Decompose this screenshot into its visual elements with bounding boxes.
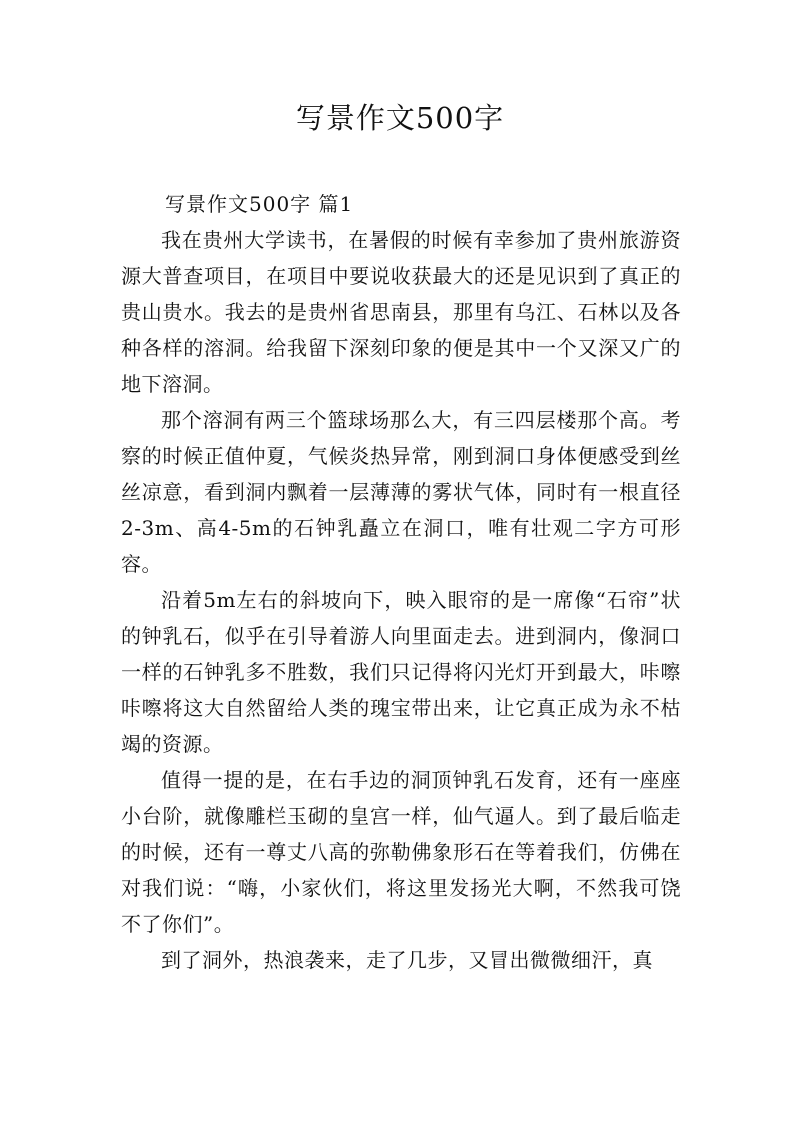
paragraph-2: 那个溶洞有两三个篮球场那么大，有三四层楼那个高。考察的时候正值仲夏，气候炎热异常，刚到洞口身体便感受到丝丝凉意，看到洞内飘着一层薄薄的雾状气体，同时有一根直径2-3m、高4-5m的石钟乳矗立在洞口，唯有壮观二字方可形容。 bbox=[121, 408, 681, 576]
document-body bbox=[121, 186, 681, 978]
paragraph-1: 我在贵州大学读书，在暑假的时候有幸参加了贵州旅游资源大普查项目，在项目中要说收获最大的还是见识到了真正的贵山贵水。我去的是贵州省思南县，那里有乌江、石林以及各种各样的溶洞。给我留下深刻印象的便是其中一个又深又广的地下溶洞。 bbox=[121, 228, 681, 396]
paragraph-5: 到了洞外，热浪袭来，走了几步，又冒出微微细汗，真 bbox=[161, 948, 653, 972]
paragraph-3: 沿着5m左右的斜坡向下，映入眼帘的是一席像“石帘”状的钟乳石，似乎在引导着游人向里面走去。进到洞内，像洞口一样的石钟乳多不胜数，我们只记得将闪光灯开到最大，咔嚓咔嚓将这大自然留给人类的瑰宝带出来，让它真正成为永不枯竭的资源。 bbox=[121, 588, 681, 756]
document-title: 写景作文500字 bbox=[295, 101, 505, 135]
paragraph-4: 值得一提的是，在右手边的洞顶钟乳石发育，还有一座座小台阶，就像雕栏玉砌的皇宫一样，仙气逼人。到了最后临走的时候，还有一尊丈八高的弥勒佛象形石在等着我们，仿佛在对我们说：“嗨，小家伙们，将这里发扬光大啊，不然我可饶不了你们”。 bbox=[121, 768, 681, 936]
section-heading: 写景作文500字 篇1 bbox=[165, 192, 354, 216]
